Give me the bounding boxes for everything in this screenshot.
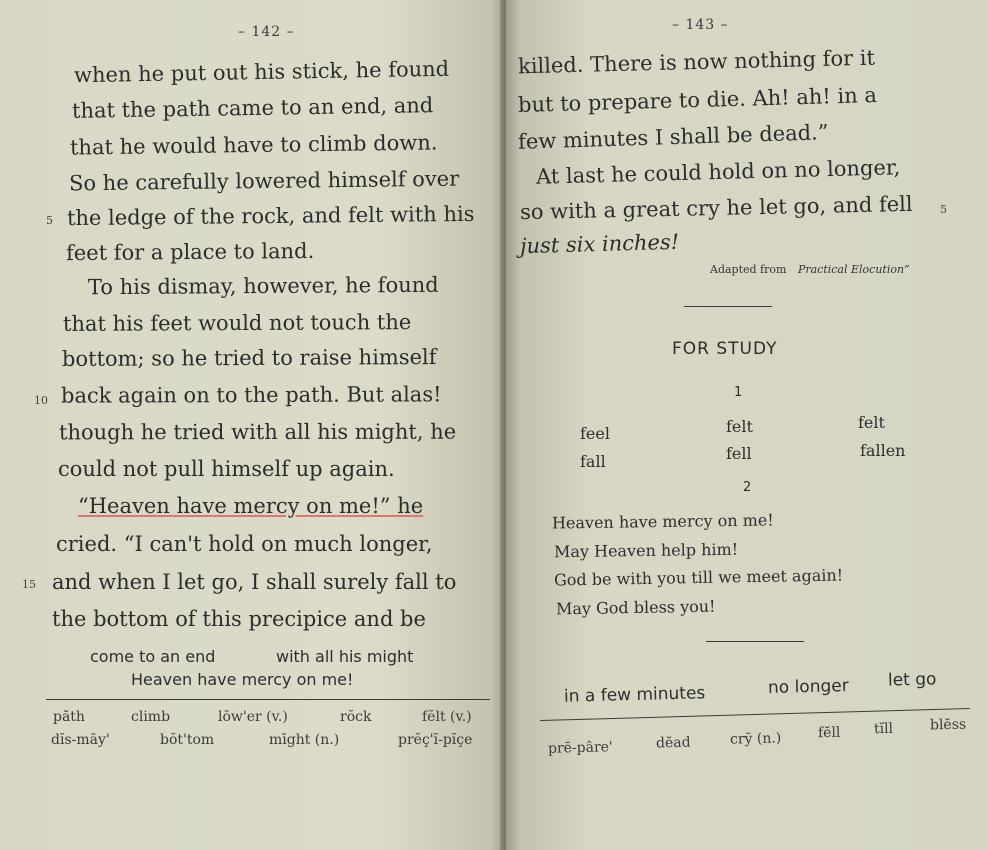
line-number: 5 <box>46 214 53 227</box>
study-phrase: no longer <box>767 676 849 698</box>
text-line-italic: just six inches! <box>519 229 680 259</box>
text-line: At last he could hold on no longer, <box>535 155 901 189</box>
divider-rule <box>540 708 970 721</box>
study-word: fell <box>726 444 752 463</box>
line-number: 10 <box>34 394 48 407</box>
study-phrase: come to an end <box>90 647 216 666</box>
text-line: “Heaven have mercy on me!” he <box>78 494 424 518</box>
study-phrase: let go <box>887 669 937 691</box>
text-line: bottom; so he tried to raise himself <box>61 345 437 371</box>
study-heading: FOR STUDY <box>672 339 778 359</box>
text-line: To his dismay, however, he found <box>87 272 439 300</box>
vocab-word: păth <box>53 709 85 725</box>
study-sentence: God be with you till we meet again! <box>553 565 844 590</box>
text-line: could not pull himself up again. <box>58 457 395 481</box>
right-page <box>506 0 988 850</box>
text-line: So he carefully lowered himself over <box>68 166 460 196</box>
text-line: that his feet would not touch the <box>62 310 412 336</box>
study-word: fallen <box>860 441 906 460</box>
study-word: felt <box>858 413 885 432</box>
text-line: the bottom of this precipice and be <box>52 607 426 631</box>
line-number: 15 <box>22 578 36 591</box>
study-word: feel <box>580 424 610 443</box>
text-line: that he would have to climb down. <box>69 130 438 160</box>
vocab-word: crȳ (n.) <box>729 730 782 748</box>
divider-rule <box>46 699 490 700</box>
study-word: fall <box>580 452 606 471</box>
vocab-word: lōw'er (v.) <box>218 709 288 725</box>
page-number-left: – 142 – <box>238 24 295 40</box>
vocab-word: bŏt'tom <box>160 732 215 748</box>
section-number: 1 <box>734 385 743 400</box>
divider-rule <box>684 306 772 307</box>
text-line: that the path came to an end, and <box>71 93 434 123</box>
study-sentence: Heaven have mercy on me! <box>551 510 774 533</box>
study-word: felt <box>726 417 753 436</box>
text-line: the ledge of the rock, and felt with his <box>66 201 475 231</box>
source-credit <box>710 263 910 276</box>
text-line: but to prepare to die. Ah! ah! in a <box>517 82 878 118</box>
line-number: 5 <box>940 203 947 216</box>
study-phrase: Heaven have mercy on me! <box>131 670 354 689</box>
text-line: and when I let go, I shall surely fall to <box>52 570 457 594</box>
vocab-word: mīght (n.) <box>269 732 340 748</box>
vocab-word: prĕç'ĭ-pĭçe <box>398 732 473 748</box>
text-line: feet for a place to land. <box>65 238 315 266</box>
vocab-word: tĭll <box>873 720 894 738</box>
vocab-word: fĕlt (v.) <box>422 709 472 725</box>
vocab-word: rŏck <box>340 709 372 725</box>
vocab-word: prē-pâre' <box>547 739 614 757</box>
vocab-word: dĭs-māy' <box>51 732 110 748</box>
divider-rule <box>706 641 804 642</box>
vocab-word: blĕss <box>929 716 967 734</box>
source-credit-prefix: Adapted from <box>710 263 787 276</box>
text-line: cried. “I can't hold on much longer, <box>56 532 433 556</box>
vocab-word: climb <box>131 709 171 725</box>
text-line: back again on to the path. But alas! <box>60 382 442 408</box>
section-number: 2 <box>743 480 752 495</box>
page-number-right: – 143 – <box>672 17 729 33</box>
text-line: so with a great cry he let go, and fell <box>519 191 913 225</box>
text-line: though he tried with all his might, he <box>58 419 457 445</box>
study-phrase: with all his might <box>276 647 414 666</box>
text-line: killed. There is now nothing for it <box>517 45 876 79</box>
text-line: when he put out his stick, he found <box>73 56 450 88</box>
study-sentence: May Heaven help him! <box>553 539 739 562</box>
text-line: few minutes I shall be dead.” <box>517 120 829 154</box>
vocab-word: dĕad <box>655 734 691 752</box>
study-sentence: May God bless you! <box>555 596 716 619</box>
study-phrase: in a few minutes <box>563 683 706 707</box>
vocab-word: fĕll <box>817 724 841 742</box>
source-credit-title: Practical Elocution” <box>797 263 910 276</box>
